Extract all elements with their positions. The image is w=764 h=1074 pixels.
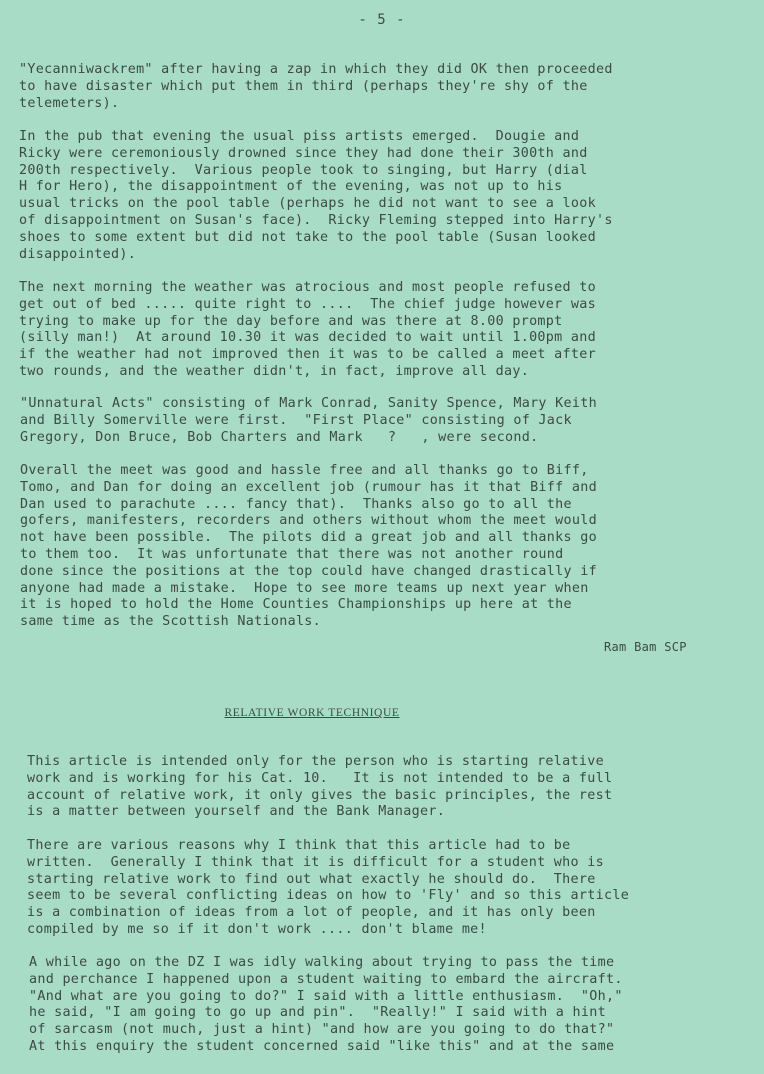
paragraph-yecanniwackrem: "Yecanniwackrem" after having a zap in which they did OK then proceeded to have disaster which put them in third (perhaps they're shy of the telemeters). — [19, 62, 613, 111]
article-paragraph-intro: This article is intended only for the person who is starting relative work and is working for his Cat. 10. It is not intended to be a full account of relative work, it only gives the basic principles, the rest is a matter between yourself and the Bank Manager. — [27, 754, 613, 820]
article-heading: RELATIVE WORK TECHNIQUE — [224, 707, 400, 719]
page-number: - 5 - — [358, 12, 406, 28]
paragraph-pub-evening: In the pub that evening the usual piss artists emerged. Dougie and Ricky were ceremoniously drowned since they had done their 300th and 200th respectively. Various people took to singing, but Harry (dial H for Hero), the disappointment of the evening, was not up to his usual tricks on the pool table (perhaps he did not want to see a look of disappointment on Susan's face). Ricky Fleming stepped into Harry's shoes to some extent but did not take to the pool table (Susan looked disappointed). — [19, 129, 613, 262]
article-paragraph-reasons: There are various reasons why I think that this article had to be written. Generally I think that it is difficult for a student who is starting relative work to find out what exactly he should do. There seem to be several conflicting ideas on how to 'Fly' and so this article is a combination of ideas from a lot of people, and it has only been compiled by me so if it don't work .... don't blame me! — [27, 838, 630, 937]
paragraph-overall-meet: Overall the meet was good and hassle free and all thanks go to Biff, Tomo, and Dan for doing an excellent job (rumour has it that Biff and Dan used to parachute .... fancy that). Thanks also go to all the gofers, manifesters, recorders and others without whom the meet would not have been possible. The pilots did a great job and all thanks go to them too. It was unfortunate that there was not another round done since the positions at the top could have changed drastically if anyone had made a mistake. Hope to see more teams up next year when it is hoped to hold the Home Counties Championships up here at the same time as the Scottish Nationals. — [20, 463, 597, 630]
author-signature: Ram Bam SCP — [604, 640, 687, 654]
article-paragraph-anecdote: A while ago on the DZ I was idly walking about trying to pass the time and perchance I happened upon a student waiting to embard the aircraft. "And what are you going to do?" I said with a little enthusiasm. "Oh," he said, "I am going to go up and pin". "Really!" I said with a hint of sarcasm (not much, just a hint) "and how are you going to do that?" At this enquiry the student concerned said "like this" and at the same — [29, 955, 623, 1054]
paragraph-results: "Unnatural Acts" consisting of Mark Conrad, Sanity Spence, Mary Keith and Billy Somerville were first. "First Place" consisting of Jack Gregory, Don Bruce, Bob Charters and Mark ? , were second. — [20, 396, 597, 445]
paragraph-next-morning: The next morning the weather was atrocious and most people refused to get out of bed ..... quite right to .... The chief judge however was trying to make up for the day before and was there at 8.00 prompt (silly man!) At around 10.30 it was decided to wait until 1.00pm and if the weather had not improved then it was to be called a meet after two rounds, and the weather didn't, in fact, improve all day. — [19, 280, 596, 379]
